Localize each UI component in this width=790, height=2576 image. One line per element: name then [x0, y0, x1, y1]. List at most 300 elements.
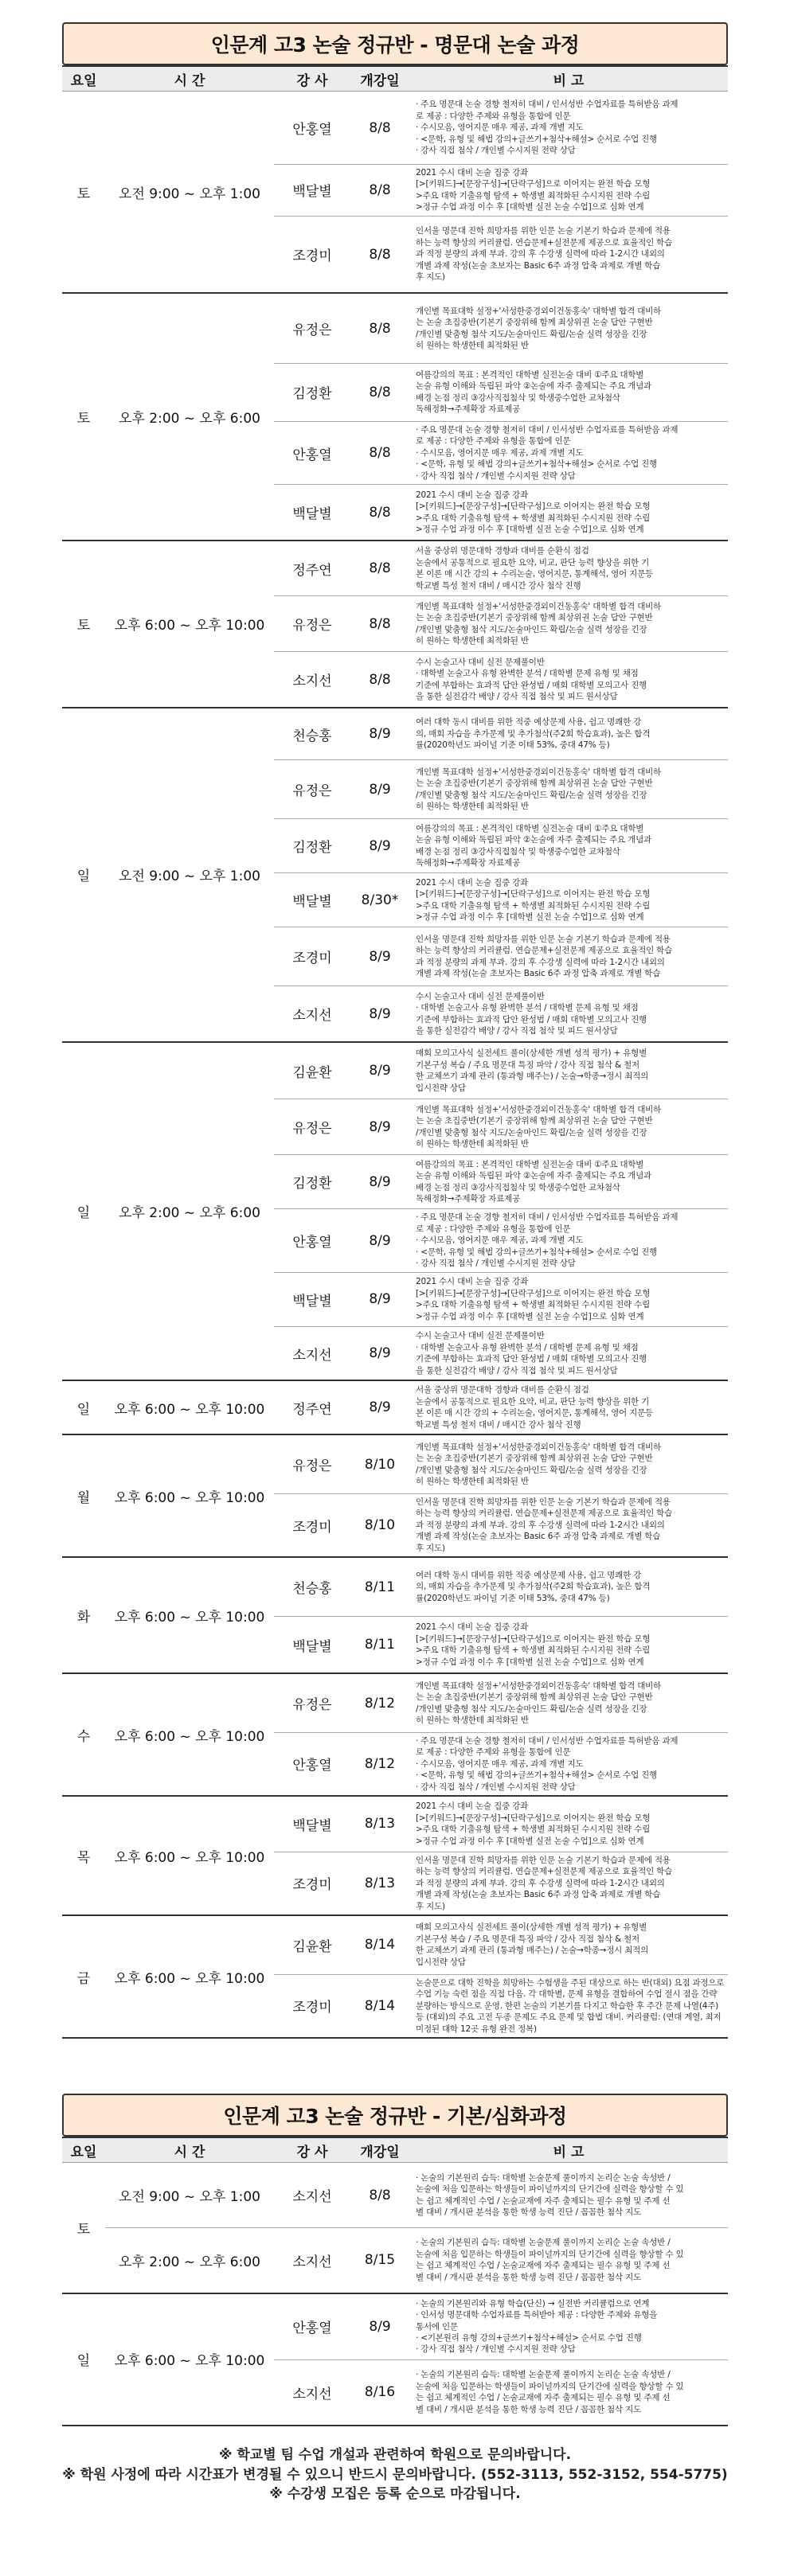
note-line: /개인별 맞춤형 첨삭 지도/논술마인드 확립/논술 실력 성장을 긴장 [416, 329, 647, 339]
table-header-row [62, 66, 728, 92]
note-line: 히 원하는 학생한테 최적화된 반 [416, 1477, 529, 1487]
note-line: 독해정화→주제확장 자료제공 [416, 1194, 521, 1204]
note-cell [409, 1673, 728, 1732]
day-cell: 토 [62, 293, 105, 540]
table-row [62, 1557, 728, 1616]
section-1-title: 인문계 고3 논술 정규반 - 명문대 논술 과정 [62, 22, 728, 65]
note-line: 는 논술 초집중반(기본기 중장위해 함께 최상위권 논술 답안 구현반 [416, 1692, 653, 1703]
note-line: 과 적정 분량의 과제 부과. 강의 후 수강생 실력에 따라 1-2시간 내외의 [416, 957, 665, 967]
teacher-cell: 김정환 [274, 1155, 350, 1209]
note-cell [409, 421, 728, 484]
note-line: 논술문으로 대학 진학을 희망하는 수험생을 주된 대상으로 하는 반(대외) 요점 과정으로 수업 기능 숙련 점을 직접 다음. 각 대학별, 문제 유형을 결합하여 수업 절시 점을 간략 분량하는 방식으로 운영. 한편 논술의 기본기를 다지고 학습한 후 주간 문제 나열(4주) 등 (대외)의 주요 고전 두종 문제도 주요 문제 및 합법 대비. 커리큘럼: (연대 계열, 최저 미정된 대학 12곳 유형 완전 정복) [416, 1977, 725, 2034]
note-cell [409, 1272, 728, 1326]
teacher-cell: 천승홍 [274, 708, 350, 760]
time-cell: 오후 2:00 ~ 오후 6:00 [105, 1042, 274, 1380]
note-cell [409, 1852, 728, 1915]
note-line: 히 원하는 학생한테 최적화된 반 [416, 1715, 529, 1726]
note-line: 매회 모의고사식 실전세트 풀이(상세한 개별 성적 평가) + 유형별 [416, 1048, 647, 1059]
teacher-cell: 정주연 [274, 1380, 350, 1434]
time-cell: 오후 2:00 ~ 오후 6:00 [105, 293, 274, 540]
teacher-cell: 안홍열 [274, 2293, 350, 2360]
note-line: >주요 대학 기출유형 탐색 + 학생별 최적화된 수시지원 전략 수립 [416, 513, 651, 523]
note-line: · 인서성 명문대학 수업자료를 특허받아 제공 : 다양한 주제와 유형을 [416, 2310, 658, 2320]
table-row [62, 1042, 728, 1099]
note-cell [409, 2293, 728, 2360]
note-line: 여름강의의 목표 : 본격적인 대학별 실전논술 대비 ①주요 대학별 [416, 1159, 644, 1169]
time-cell: 오전 9:00 ~ 오후 1:00 [105, 2163, 274, 2228]
day-cell: 월 [62, 1434, 105, 1557]
note-line: 배경 논점 정리 ③강사직접첨삭 및 학생중수업한 교차첨삭 [416, 392, 620, 403]
header-start-date: 개강일 [350, 66, 409, 92]
teacher-cell: 유정은 [274, 760, 350, 819]
note-line: 기본구성 복습 / 주요 명문대 특징 파악 / 강사 직접 첨삭 & 철저 [416, 1934, 640, 1944]
note-cell [409, 986, 728, 1042]
start-date-cell: 8/9 [350, 1155, 409, 1209]
table-row [62, 1796, 728, 1852]
note-line: >정규 수업 과정 이수 후 [대학별 실전 논술 수업]으로 심화 연계 [416, 912, 644, 923]
table-row [62, 2228, 728, 2293]
note-line: 서울 중상위 명문대학 경향과 대비를 순환식 점검 [416, 1385, 589, 1395]
note-line: · 논술의 기본원리 습득: 대학별 논술문제 풀이까지 논리순 논술 속성반 / [416, 2238, 671, 2248]
teacher-cell: 조경미 [274, 1974, 350, 2038]
table-row [62, 1673, 728, 1732]
schedule-table-1 [62, 65, 728, 2039]
note-line: 본 이론 매 시간 강의 + 수리논술, 영어지문, 통계해석, 영어 지문등 [416, 1408, 653, 1419]
note-line: 개인별 목표대학 설정+'서성한중경외이건동홍숙' 대학별 합격 대비하 [416, 601, 662, 611]
note-line: >정규 수업 과정 이수 후 [대학별 실전 논술 수업]으로 심화 연계 [416, 525, 644, 535]
note-line: 별 대비 / 개시판 분석을 통한 학생 능력 진단 / 꼼꼼한 첨삭 지도 [416, 2404, 641, 2414]
note-cell [409, 2360, 728, 2426]
note-line: 는 논술 초집중반(기본기 중장위해 함께 최상위권 논술 답안 구현반 [416, 613, 653, 623]
teacher-cell: 조경미 [274, 216, 350, 293]
start-date-cell: 8/8 [350, 165, 409, 217]
teacher-cell: 소지선 [274, 2228, 350, 2293]
day-cell: 일 [62, 1380, 105, 1434]
note-cell [409, 363, 728, 421]
start-date-cell: 8/8 [350, 216, 409, 293]
day-cell: 화 [62, 1557, 105, 1673]
start-date-cell: 8/8 [350, 596, 409, 652]
note-line: >주요 대학 기출유형 탐색 + 학생별 최적화된 수시지원 전략 수립 [416, 1645, 651, 1656]
start-date-cell: 8/9 [350, 2293, 409, 2360]
note-line: 수시 논술고사 대비 실전 문제풀이반 [416, 1331, 545, 1341]
start-date-cell: 8/9 [350, 760, 409, 819]
note-line: 과 적정 분량의 과제 부과. 강의 후 수강생 실력에 따라 1-2시간 내외의 [416, 249, 665, 260]
note-cell [409, 2228, 728, 2293]
note-cell [409, 1155, 728, 1209]
footer-notice [0, 2445, 790, 2504]
day-cell: 일 [62, 2293, 105, 2426]
header-teacher: 강 사 [274, 66, 350, 92]
note-line: · 논술의 기본원리 습득: 대학별 논술문제 풀이까지 논리순 논술 속성반 / [416, 2172, 671, 2183]
header-teacher: 강 사 [274, 2137, 350, 2163]
teacher-cell: 안홍열 [274, 92, 350, 165]
note-line: 학교별 특성 철저 대비 / 매시간 강사 첨삭 진행 [416, 1419, 581, 1430]
start-date-cell: 8/8 [350, 363, 409, 421]
note-line: · <문학, 유형 및 해법 강의+글쓰기+첨삭+해설> 순서로 수업 진행 [416, 459, 658, 470]
note-line: 히 원하는 학생한테 최적화된 반 [416, 341, 529, 351]
note-line: 후 지도) [416, 1543, 445, 1553]
note-line: 학교별 특성 철저 대비 / 매시간 강사 첨삭 진행 [416, 580, 581, 591]
note-line: · 수시모음, 영어지문 매우 제공, 과제 개별 지도 [416, 1758, 584, 1769]
day-cell: 목 [62, 1796, 105, 1915]
note-line: 을 통한 실전감각 배양 / 강사 직접 첨삭 및 피드 원서상담 [416, 1365, 618, 1376]
note-line: · 주요 명문대 논술 경향 철저히 대비 / 인서성반 수업자료를 특허받음 과제 [416, 1212, 679, 1223]
teacher-cell: 김윤환 [274, 1915, 350, 1974]
note-cell [409, 1557, 728, 1616]
note-line: · 수시모음, 영어지문 매우 제공, 과제 개별 지도 [416, 447, 584, 458]
note-cell [409, 1974, 728, 2038]
note-line: · <문학, 유형 및 해법 강의+글쓰기+첨삭+해설> 순서로 수업 진행 [416, 1770, 658, 1781]
note-line: 한 교체쓰기 과제 관리 (통과형 매주는) / 논술→학종→정시 최적의 [416, 1946, 649, 1956]
note-line: 2021 수시 대비 논술 집중 강좌 [416, 1277, 529, 1287]
start-date-cell: 8/9 [350, 1380, 409, 1434]
note-line: 수시 논술고사 대비 실전 문제풀이반 [416, 991, 545, 1001]
note-line: · 강사 직접 첨삭 / 개인별 수시지원 전략 상담 [416, 470, 576, 481]
start-date-cell: 8/9 [350, 1099, 409, 1155]
header-start-date: 개강일 [350, 2137, 409, 2163]
note-line: 개별 과제 작성(논술 초보자는 Basic 6주 과정 압축 과제로 개별 학습 [416, 260, 661, 271]
note-line: 논술 유형 이해와 독립된 파악 ②논술에 자주 출제되는 주요 개념과 [416, 835, 651, 845]
note-line: · 논술의 기본원리와 유형 학습(단신) → 실전반 커리큘럼으로 연계 [416, 2298, 650, 2309]
header-day: 요일 [62, 66, 105, 92]
note-cell [409, 1732, 728, 1796]
note-line: 는 논술 초집중반(기본기 중장위해 함께 최상위권 논술 답안 구현반 [416, 318, 653, 328]
start-date-cell: 8/13 [350, 1852, 409, 1915]
teacher-cell: 조경미 [274, 1852, 350, 1915]
note-line: 인서울 명문대 진학 희망자를 위한 인문 논술 기본기 학습과 문제에 적용 [416, 1855, 671, 1865]
table-header-row [62, 2137, 728, 2163]
note-line: 과 적정 분량의 과제 부과. 강의 후 수강생 실력에 따라 1-2시간 내외의 [416, 1520, 665, 1530]
time-cell: 오후 6:00 ~ 오후 10:00 [105, 1434, 274, 1557]
time-cell: 오후 2:00 ~ 오후 6:00 [105, 2228, 274, 2293]
table-row [62, 1434, 728, 1493]
note-line: 한 교체쓰기 과제 관리 (통과형 매주는) / 논술→학종→정시 최적의 [416, 1071, 649, 1082]
teacher-cell: 김정환 [274, 819, 350, 873]
teacher-cell: 백달별 [274, 1796, 350, 1852]
time-cell: 오후 6:00 ~ 오후 10:00 [105, 1380, 274, 1434]
teacher-cell: 소지선 [274, 2360, 350, 2426]
start-date-cell: 8/13 [350, 1796, 409, 1852]
start-date-cell: 8/9 [350, 819, 409, 873]
note-line: 2021 수시 대비 논술 집중 강좌 [416, 1801, 529, 1812]
note-line: 2021 수시 대비 논술 집중 강좌 [416, 168, 529, 178]
note-line: · <문학, 유형 및 해법 강의+글쓰기+첨삭+해설> 순서로 수업 진행 [416, 134, 658, 144]
note-line: · 수시모음, 영어지문 매우 제공, 과제 개별 지도 [416, 123, 584, 133]
start-date-cell: 8/9 [350, 1209, 409, 1272]
note-line: · 강사 직접 첨삭 / 개인별 수시지원 전략 상담 [416, 1259, 576, 1269]
note-line: 개별 과제 작성(논술 초보자는 Basic 6주 과정 압축 과제로 개별 학습 [416, 1890, 661, 1900]
teacher-cell: 조경미 [274, 927, 350, 986]
day-cell: 일 [62, 708, 105, 1042]
note-line: 개인별 목표대학 설정+'서성한중경외이건동홍숙' 대학별 합격 대비하 [416, 1442, 662, 1452]
header-note: 비 고 [409, 66, 728, 92]
note-line: 인서울 명문대 진학 희망자를 위한 인문 논술 기본기 학습과 문제에 적용 [416, 226, 671, 236]
teacher-cell: 김정환 [274, 363, 350, 421]
note-line: >정규 수업 과정 이수 후 [대학별 실전 논술 수업]으로 심화 연계 [416, 202, 644, 213]
table-row [62, 1915, 728, 1974]
note-line: 의, 매회 자습을 추가문제 및 추가첨삭(주2회 학습효과), 높은 합격 [416, 1582, 651, 1592]
time-cell: 오후 6:00 ~ 오후 10:00 [105, 2293, 274, 2426]
note-line: 논술에서 공통적으로 필요한 요약, 비교, 판단 능력 향상을 위한 기 [416, 1396, 650, 1407]
note-cell [409, 2163, 728, 2228]
note-line: 서울 중상위 명문대학 경향과 대비를 순환식 점검 [416, 546, 589, 556]
table-row [62, 92, 728, 165]
start-date-cell: 8/12 [350, 1673, 409, 1732]
note-line: 여름강의의 목표 : 본격적인 대학별 실전논술 대비 ①주요 대학별 [416, 369, 644, 380]
note-line: 기준에 부합하는 효과적 답안 완성법 / 매회 대학별 모의고사 진행 [416, 1014, 647, 1025]
note-line: 배경 논점 정리 ③강사직접첨삭 및 학생중수업한 교차첨삭 [416, 1182, 620, 1192]
table-row [62, 293, 728, 363]
teacher-cell: 소지선 [274, 1326, 350, 1380]
header-time: 시 간 [105, 66, 274, 92]
note-line: 여름강의의 목표 : 본격적인 대학별 실전논술 대비 ①주요 대학별 [416, 823, 644, 833]
note-cell [409, 92, 728, 165]
note-line: 는 쉽고 체계적인 수업 / 논술교재에 자주 출제되는 필수 유형 및 주제 선 [416, 2393, 671, 2403]
note-line: 로 제공 : 다양한 주제와 유형을 통합에 인문 [416, 111, 571, 121]
note-line: 는 논술 초집중반(기본기 중장위해 함께 최상위권 논술 답안 구현반 [416, 1454, 653, 1464]
teacher-cell: 안홍열 [274, 1209, 350, 1272]
teacher-cell: 유정은 [274, 1673, 350, 1732]
note-line: >주요 대학 기출유형 탐색 + 학생별 최적화된 수시지원 전략 수립 [416, 900, 651, 911]
start-date-cell: 8/8 [350, 2163, 409, 2228]
note-cell [409, 541, 728, 596]
header-note: 비 고 [409, 2137, 728, 2163]
note-line: 논술 유형 이해와 독립된 파악 ②논술에 자주 출제되는 주요 개념과 [416, 1171, 651, 1181]
note-line: 배경 논점 정리 ③강사직접첨삭 및 학생중수업한 교차첨삭 [416, 846, 620, 857]
note-line: /개인별 맞춤형 첨삭 지도/논술마인드 확립/논술 실력 성장을 긴장 [416, 1127, 647, 1138]
teacher-cell: 백달별 [274, 485, 350, 541]
start-date-cell: 8/11 [350, 1557, 409, 1616]
note-cell [409, 708, 728, 760]
note-line: 하는 능력 향상의 커리큘럼. 연습문제+실전문제 제공으로 효율적인 학습 [416, 1867, 673, 1877]
footer-line: ※ 학교별 팀 수업 개설과 관련하여 학원으로 문의바랍니다. [218, 2447, 572, 2463]
start-date-cell: 8/9 [350, 927, 409, 986]
note-line: [>[키워드]→[문장구성]→[단락구성]으로 이어지는 완전 학습 모형 [416, 502, 651, 512]
note-line: 로 제공 : 다양한 주제와 유형을 통합에 인문 [416, 1224, 571, 1234]
note-line: · 대학별 논술고사 유형 완벽한 분석 / 대학별 문제 유형 및 채점 [416, 1342, 639, 1352]
note-line: 독해정화→주제확장 자료제공 [416, 858, 521, 868]
note-line: 개별 과제 작성(논술 초보자는 Basic 6주 과정 압축 과제로 개별 학습 [416, 1532, 661, 1542]
teacher-cell: 소지선 [274, 2163, 350, 2228]
teacher-cell: 백달별 [274, 873, 350, 927]
start-date-cell: 8/8 [350, 421, 409, 484]
table-row [62, 2163, 728, 2228]
note-line: 기준에 부합하는 효과적 답안 완성법 / 매회 대학별 모의고사 진행 [416, 1354, 647, 1364]
note-line: 개인별 목표대학 설정+'서성한중경외이건동홍숙' 대학별 합격 대비하 [416, 767, 662, 777]
header-day: 요일 [62, 2137, 105, 2163]
note-line: 을 통한 실전감각 배양 / 강사 직접 첨삭 및 피드 원서상담 [416, 692, 618, 702]
start-date-cell: 8/11 [350, 1616, 409, 1673]
note-line: 개인별 목표대학 설정+'서성한중경외이건동홍숙' 대학별 합격 대비하 [416, 1104, 662, 1114]
teacher-cell: 백달별 [274, 1616, 350, 1673]
note-line: 통서에 인문 [416, 2321, 458, 2332]
time-cell: 오후 6:00 ~ 오후 10:00 [105, 541, 274, 708]
teacher-cell: 유정은 [274, 1099, 350, 1155]
teacher-cell: 소지선 [274, 652, 350, 708]
note-line: /개인별 맞춤형 첨삭 지도/논술마인드 확립/논술 실력 성장을 긴장 [416, 790, 647, 800]
note-line: 하는 능력 향상의 커리큘럼. 연습문제+실전문제 제공으로 효율적인 학습 [416, 1509, 673, 1519]
section-2-title: 인문계 고3 논술 정규반 - 기본/심화과정 [62, 2094, 728, 2137]
note-line: [>[키워드]→[문장구성]→[단락구성]으로 이어지는 완전 학습 모형 [416, 1633, 651, 1644]
start-date-cell: 8/9 [350, 708, 409, 760]
note-line: · 대학별 논술고사 유형 완벽한 분석 / 대학별 문제 유형 및 채점 [416, 1003, 639, 1013]
note-line: 는 논술 초집중반(기본기 중장위해 함께 최상위권 논술 답안 구현반 [416, 1116, 653, 1126]
note-line: · 강사 직접 첨삭 / 개인별 수시지원 전략 상담 [416, 2344, 576, 2355]
note-line: 별 대비 / 개시판 분석을 통한 학생 능력 진단 / 꼼꼼한 첨삭 지도 [416, 2272, 641, 2282]
note-line: 기본구성 복습 / 주요 명문대 특징 파악 / 강사 직접 첨삭 & 철저 [416, 1060, 640, 1070]
teacher-cell: 정주연 [274, 541, 350, 596]
start-date-cell: 8/30* [350, 873, 409, 927]
note-cell [409, 1796, 728, 1852]
day-cell: 수 [62, 1673, 105, 1796]
note-line: 별 대비 / 개시판 분석을 통한 학생 능력 진단 / 꼼꼼한 첨삭 지도 [416, 2207, 641, 2217]
note-cell [409, 1915, 728, 1974]
note-line: >정규 수업 과정 이수 후 [대학별 실전 논술 수업]으로 심화 연계 [416, 1836, 644, 1846]
time-cell: 오후 6:00 ~ 오후 10:00 [105, 1796, 274, 1915]
note-line: 히 원하는 학생한테 최적화된 반 [416, 802, 529, 812]
note-line: · 수시모음, 영어지문 매우 제공, 과제 개별 지도 [416, 1235, 584, 1246]
teacher-cell: 안홍열 [274, 1732, 350, 1796]
note-line: 논술에 처음 입문하는 학생들이 파이널까지의 단기간에 실력을 향상할 수 있 [416, 2249, 684, 2259]
note-line: >주요 대학 기출유형 탐색 + 학생별 최적화된 수시지원 전략 수립 [416, 1300, 651, 1310]
note-line: /개인별 맞춤형 첨삭 지도/논술마인드 확립/논술 실력 성장을 긴장 [416, 624, 647, 634]
note-line: >주요 대학 기출유형 탐색 + 학생별 최적화된 수시지원 전략 수립 [416, 190, 651, 201]
note-line: · 주요 명문대 논술 경향 철저히 대비 / 인서성반 수업자료를 특허받음 과제 [416, 424, 679, 435]
note-line: 여러 대학 동시 대비를 위한 적중 예상문제 사용, 쉽고 명쾌한 강 [416, 1570, 642, 1580]
note-cell [409, 760, 728, 819]
note-line: 률(2020학년도 파이널 기준 이태 53%, 중대 47% 등) [416, 740, 610, 751]
note-line: 을 통한 실전감각 배양 / 강사 직접 첨삭 및 피드 원서상담 [416, 1026, 618, 1036]
note-line: /개인별 맞춤형 첨삭 지도/논술마인드 확립/논술 실력 성장을 긴장 [416, 1704, 647, 1714]
start-date-cell: 8/9 [350, 986, 409, 1042]
start-date-cell: 8/8 [350, 293, 409, 363]
note-cell [409, 1326, 728, 1380]
note-line: 2021 수시 대비 논술 집중 강좌 [416, 877, 529, 888]
note-cell [409, 216, 728, 293]
start-date-cell: 8/10 [350, 1434, 409, 1493]
note-line: · 강사 직접 첨삭 / 개인별 수시지원 전략 상담 [416, 146, 576, 156]
day-cell: 일 [62, 1042, 105, 1380]
teacher-cell: 유정은 [274, 293, 350, 363]
note-line: · 논술의 기본원리 습득: 대학별 논술문제 풀이까지 논리순 논술 속성반 / [416, 2370, 671, 2380]
time-cell: 오전 9:00 ~ 오후 1:00 [105, 92, 274, 294]
note-line: · <문학, 유형 및 해법 강의+글쓰기+첨삭+해설> 순서로 수업 진행 [416, 1247, 658, 1257]
teacher-cell: 백달별 [274, 165, 350, 217]
note-line: 로 제공 : 다양한 주제와 유형을 통합에 인문 [416, 436, 571, 447]
note-line: · <기본원리 유형 강의+글쓰기+첨삭+해설> 순서로 수업 진행 [416, 2332, 642, 2343]
note-line: 히 원하는 학생한테 최적화된 반 [416, 636, 529, 646]
note-line: 인서울 명문대 진학 희망자를 위한 인문 논술 기본기 학습과 문제에 적용 [416, 1497, 671, 1507]
teacher-cell: 조경미 [274, 1493, 350, 1557]
day-cell: 토 [62, 2163, 105, 2293]
note-line: [>[키워드]→[문장구성]→[단락구성]으로 이어지는 완전 학습 모형 [416, 1813, 651, 1823]
start-date-cell: 8/9 [350, 1326, 409, 1380]
note-line: 는 쉽고 체계적인 수업 / 논술교재에 자주 출제되는 필수 유형 및 주제 선 [416, 2195, 671, 2206]
note-line: >정규 수업 과정 이수 후 [대학별 실전 논술 수업]으로 심화 연계 [416, 1657, 644, 1667]
start-date-cell: 8/16 [350, 2360, 409, 2426]
note-cell [409, 1616, 728, 1673]
footer-line: ※ 수강생 모집은 등록 순으로 마감됩니다. [269, 2486, 521, 2503]
note-line: 독해정화→주제확장 자료제공 [416, 404, 521, 415]
table-row [62, 708, 728, 760]
start-date-cell: 8/8 [350, 92, 409, 165]
note-cell [409, 1042, 728, 1099]
note-line: 개인별 목표대학 설정+'서성한중경외이건동홍숙' 대학별 합격 대비하 [416, 306, 662, 316]
note-line: 과 적정 분량의 과제 부과. 강의 후 수강생 실력에 따라 1-2시간 내외의 [416, 1878, 665, 1888]
note-line: · 주요 명문대 논술 경향 철저히 대비 / 인서성반 수업자료를 특허받음 과제 [416, 100, 679, 110]
note-line: · 강사 직접 첨삭 / 개인별 수시지원 전략 상담 [416, 1782, 576, 1792]
note-line: /개인별 맞춤형 첨삭 지도/논술마인드 확립/논술 실력 성장을 긴장 [416, 1465, 647, 1475]
time-cell: 오후 6:00 ~ 오후 10:00 [105, 1915, 274, 2038]
note-line: 의, 매회 자습을 추가문제 및 추가첨삭(주2회 학습효과), 높은 합격 [416, 728, 651, 739]
schedule-section-1 [62, 22, 728, 2039]
start-date-cell: 8/12 [350, 1732, 409, 1796]
note-line: 는 쉽고 체계적인 수업 / 논술교재에 자주 출제되는 필수 유형 및 주제 선 [416, 2261, 671, 2271]
note-line: 입시전략 상담 [416, 1083, 466, 1093]
note-line: 하는 능력 향상의 커리큘럼. 연습문제+실전문제 제공으로 효율적인 학습 [416, 946, 673, 956]
note-line: 률(2020학년도 파이널 기준 이태 53%, 중대 47% 등) [416, 1593, 610, 1603]
note-cell [409, 1434, 728, 1493]
start-date-cell: 8/8 [350, 541, 409, 596]
teacher-cell: 유정은 [274, 1434, 350, 1493]
note-cell [409, 596, 728, 652]
note-cell [409, 652, 728, 708]
note-line: 후 지도) [416, 1901, 445, 1911]
note-line: 로 제공 : 다양한 주제와 유형을 통합에 인문 [416, 1747, 571, 1758]
note-line: 기준에 부합하는 효과적 답안 완성법 / 매회 대학별 모의고사 진행 [416, 680, 647, 690]
note-line: · 주요 명문대 논술 경향 철저히 대비 / 인서성반 수업자료를 특허받음 과제 [416, 1735, 679, 1746]
note-cell [409, 927, 728, 986]
teacher-cell: 김윤환 [274, 1042, 350, 1099]
start-date-cell: 8/9 [350, 1042, 409, 1099]
table-row [62, 1380, 728, 1434]
note-line: 논술에서 공통적으로 필요한 요약, 비교, 판단 능력 향상을 위한 기 [416, 557, 650, 568]
time-cell: 오후 6:00 ~ 오후 10:00 [105, 1673, 274, 1796]
note-cell [409, 819, 728, 873]
note-line: 매회 모의고사식 실전세트 풀이(상세한 개별 성적 평가) + 유형별 [416, 1922, 647, 1933]
note-line: 하는 능력 향상의 커리큘럼. 연습문제+실전문제 제공으로 효율적인 학습 [416, 237, 673, 248]
note-line: 2021 수시 대비 논술 집중 강좌 [416, 1622, 529, 1633]
note-line: 후 지도) [416, 272, 445, 283]
note-line: · 대학별 논술고사 유형 완벽한 분석 / 대학별 문제 유형 및 채점 [416, 669, 639, 679]
note-line: 히 원하는 학생한테 최적화된 반 [416, 1139, 529, 1149]
header-time: 시 간 [105, 2137, 274, 2163]
start-date-cell: 8/10 [350, 1493, 409, 1557]
start-date-cell: 8/8 [350, 485, 409, 541]
start-date-cell: 8/14 [350, 1915, 409, 1974]
table-row [62, 2293, 728, 2360]
time-cell: 오전 9:00 ~ 오후 1:00 [105, 708, 274, 1042]
note-line: 입시전략 상담 [416, 1957, 466, 1967]
time-cell: 오후 6:00 ~ 오후 10:00 [105, 1557, 274, 1673]
footer-line: ※ 학원 사정에 따라 시간표가 변경될 수 있으니 반드시 문의바랍니다. (552-3113, 552-3152, 554-5775) [62, 2466, 728, 2483]
start-date-cell: 8/9 [350, 1272, 409, 1326]
note-cell [409, 873, 728, 927]
note-cell [409, 1099, 728, 1155]
note-line: 논술에 처음 입문하는 학생들이 파이널까지의 단기간에 실력을 향상할 수 있 [416, 2381, 684, 2391]
note-line: 논술 유형 이해와 독립된 파악 ②논술에 자주 출제되는 주요 개념과 [416, 381, 651, 392]
note-cell [409, 485, 728, 541]
note-cell [409, 1493, 728, 1557]
note-cell [409, 1380, 728, 1434]
note-line: 개인별 목표대학 설정+'서성한중경외이건동홍숙' 대학별 합격 대비하 [416, 1680, 662, 1691]
table-row [62, 541, 728, 596]
note-line: 여러 대학 동시 대비를 위한 적중 예상문제 사용, 쉽고 명쾌한 강 [416, 717, 642, 728]
teacher-cell: 천승홍 [274, 1557, 350, 1616]
start-date-cell: 8/15 [350, 2228, 409, 2293]
note-cell [409, 165, 728, 217]
